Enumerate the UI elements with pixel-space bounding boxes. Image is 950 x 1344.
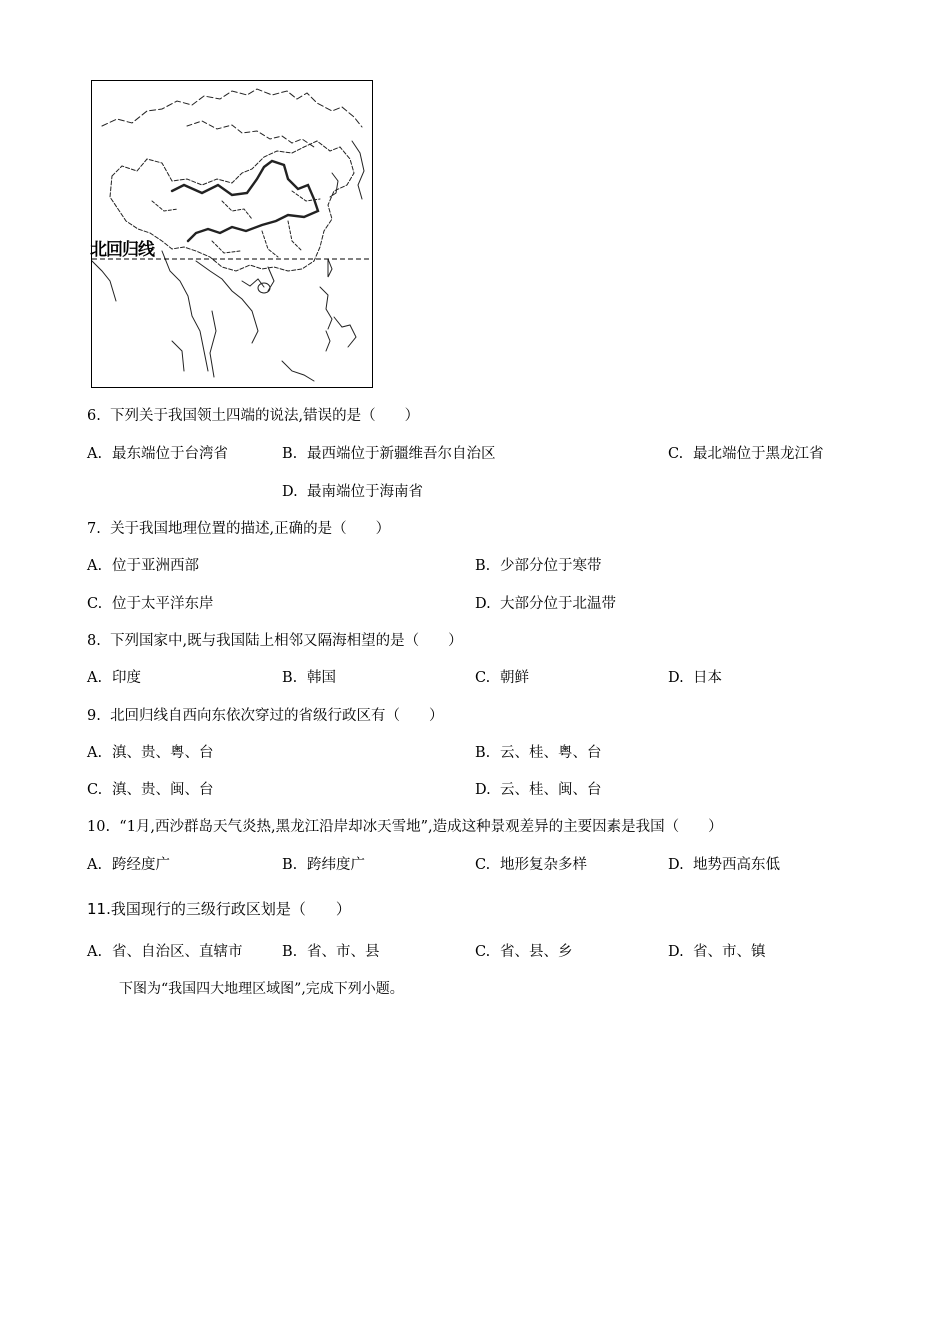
q9-option-c: C. 滇、贵、闽、台 [87, 782, 214, 798]
question-9 [87, 704, 444, 725]
question-stem: 下列关于我国领土四端的说法,错误的是（ ） [110, 408, 420, 424]
q8-option-b: B. 韩国 [282, 670, 336, 686]
question-number: 6. [87, 408, 101, 424]
q9-option-d: D. 云、桂、闽、台 [475, 782, 602, 798]
closing-instruction: 下图为“我国四大地理区域图”,完成下列小题。 [119, 981, 404, 997]
q6-option-c: C. 最北端位于黑龙江省 [668, 446, 824, 462]
q10-option-c: C. 地形复杂多样 [475, 857, 587, 873]
q11-option-b: B. 省、市、县 [282, 944, 380, 960]
q8-option-d: D. 日本 [668, 670, 722, 686]
question-8 [87, 629, 463, 650]
question-number: 11. [87, 900, 111, 918]
q11-option-a: A. 省、自治区、直辖市 [87, 944, 243, 960]
tropic-label: 北回归线 [90, 240, 154, 260]
q7-option-a: A. 位于亚洲西部 [87, 558, 199, 574]
question-number: 9. [87, 708, 101, 724]
question-number: 7. [87, 521, 101, 537]
question-stem: 关于我国地理位置的描述,正确的是（ ） [110, 521, 391, 537]
question-11 [87, 898, 351, 919]
q7-option-c: C. 位于太平洋东岸 [87, 596, 214, 612]
q6-option-b: B. 最西端位于新疆维吾尔自治区 [282, 446, 496, 462]
question-10 [87, 815, 723, 836]
question-number: 8. [87, 633, 101, 649]
q10-option-a: A. 跨经度广 [87, 857, 170, 873]
q8-option-c: C. 朝鲜 [475, 670, 529, 686]
q10-option-b: B. 跨纬度广 [282, 857, 365, 873]
q7-option-b: B. 少部分位于寒带 [475, 558, 602, 574]
q7-option-d: D. 大部分位于北温带 [475, 596, 616, 612]
question-number: 10. [87, 819, 111, 835]
q10-option-d: D. 地势西高东低 [668, 857, 780, 873]
asia-outline-map [91, 80, 373, 388]
q8-option-a: A. 印度 [87, 670, 141, 686]
question-stem: “1月,西沙群岛天气炎热,黑龙江沿岸却冰天雪地”,造成这种景观差异的主要因素是我国（ ） [119, 819, 723, 835]
question-stem: 下列国家中,既与我国陆上相邻又隔海相望的是（ ） [110, 633, 463, 649]
question-stem: 我国现行的三级行政区划是（ ） [110, 900, 351, 918]
question-6 [87, 404, 419, 425]
q11-option-c: C. 省、县、乡 [475, 944, 573, 960]
q9-option-b: B. 云、桂、粤、台 [475, 745, 602, 761]
q9-option-a: A. 滇、贵、粤、台 [87, 745, 214, 761]
q6-option-a: A. 最东端位于台湾省 [87, 446, 228, 462]
q11-option-d: D. 省、市、镇 [668, 944, 766, 960]
question-stem: 北回归线自西向东依次穿过的省级行政区有（ ） [110, 708, 444, 724]
q6-option-d: D. 最南端位于海南省 [282, 484, 423, 500]
question-7 [87, 517, 390, 538]
